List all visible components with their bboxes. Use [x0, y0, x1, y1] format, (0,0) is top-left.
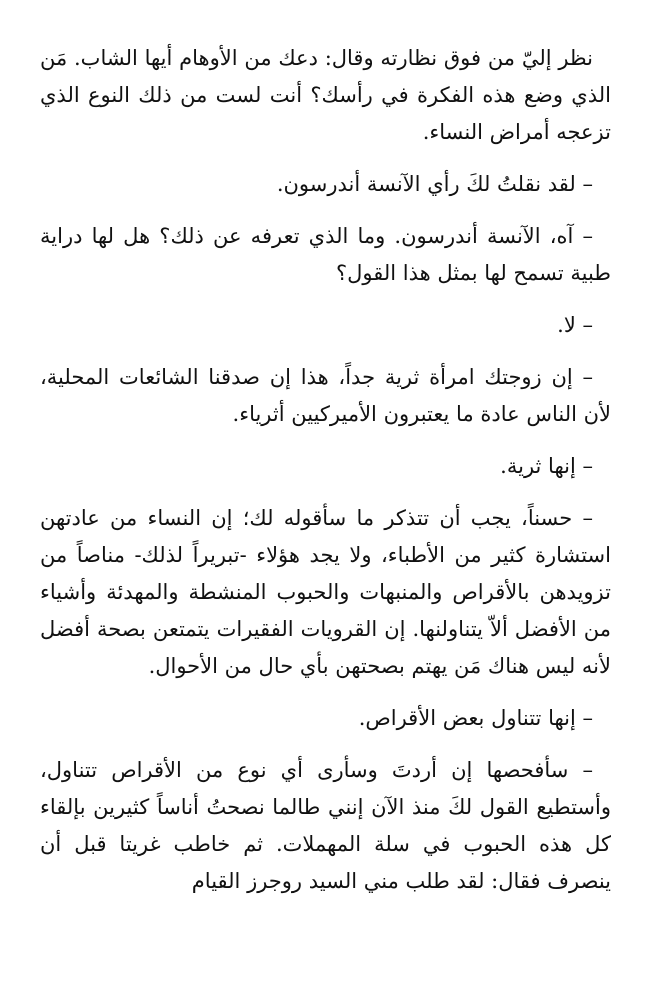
paragraph-7: – حسناً، يجب أن تتذكر ما سأقوله لك؛ إن النساء من عادتهن استشارة كثير من الأطباء، ولا يجد هؤلاء -تبريراً لذلك- مناصاً من تزويدهن بالأقراص والمنبهات والحبوب المنشطة والمهدئة وأشياء من الأفضل ألاّ يتناولنها. إن القرويات الفقيرات يتمتعن بصحة أفضل لأنه ليس هناك مَن يهتم بصحتهن بأي حال من الأحوال.: [40, 506, 611, 678]
book-page: [40, 40, 611, 1000]
paragraph-3: – آه، الآنسة أندرسون. وما الذي تعرفه عن ذلك؟ هل لها دراية طبية تسمح لها بمثل هذا القول؟: [40, 224, 611, 285]
paragraph-1: نظر إليّ من فوق نظارته وقال: دعك من الأوهام أيها الشاب. مَن الذي وضع هذه الفكرة في رأسك؟ أنت لست من ذلك النوع الذي تزعجه أمراض النساء.: [40, 46, 611, 144]
paragraph-5: – إن زوجتك امرأة ثرية جداً، هذا إن صدقنا الشائعات المحلية، لأن الناس عادة ما يعتبرون الأميركيين أثرياء.: [40, 365, 611, 426]
paragraph-4: – لا.: [557, 313, 593, 337]
paragraph-2: – لقد نقلتُ لكَ رأي الآنسة أندرسون.: [276, 172, 593, 196]
paragraph-9: – سأفحصها إن أردتَ وسأرى أي نوع من الأقراص تتناول، وأستطيع القول لكَ منذ الآن إنني طالما نصحتُ أناساً كثيرين بإلقاء كل هذه الحبوب في سلة المهملات. ثم خاطب غريتا قبل أن ينصرف فقال: لقد طلب مني السيد روجرز القيام: [40, 758, 611, 893]
paragraph-6: – إنها ثرية.: [500, 454, 593, 478]
paragraph-8: – إنها تتناول بعض الأقراص.: [358, 706, 593, 730]
